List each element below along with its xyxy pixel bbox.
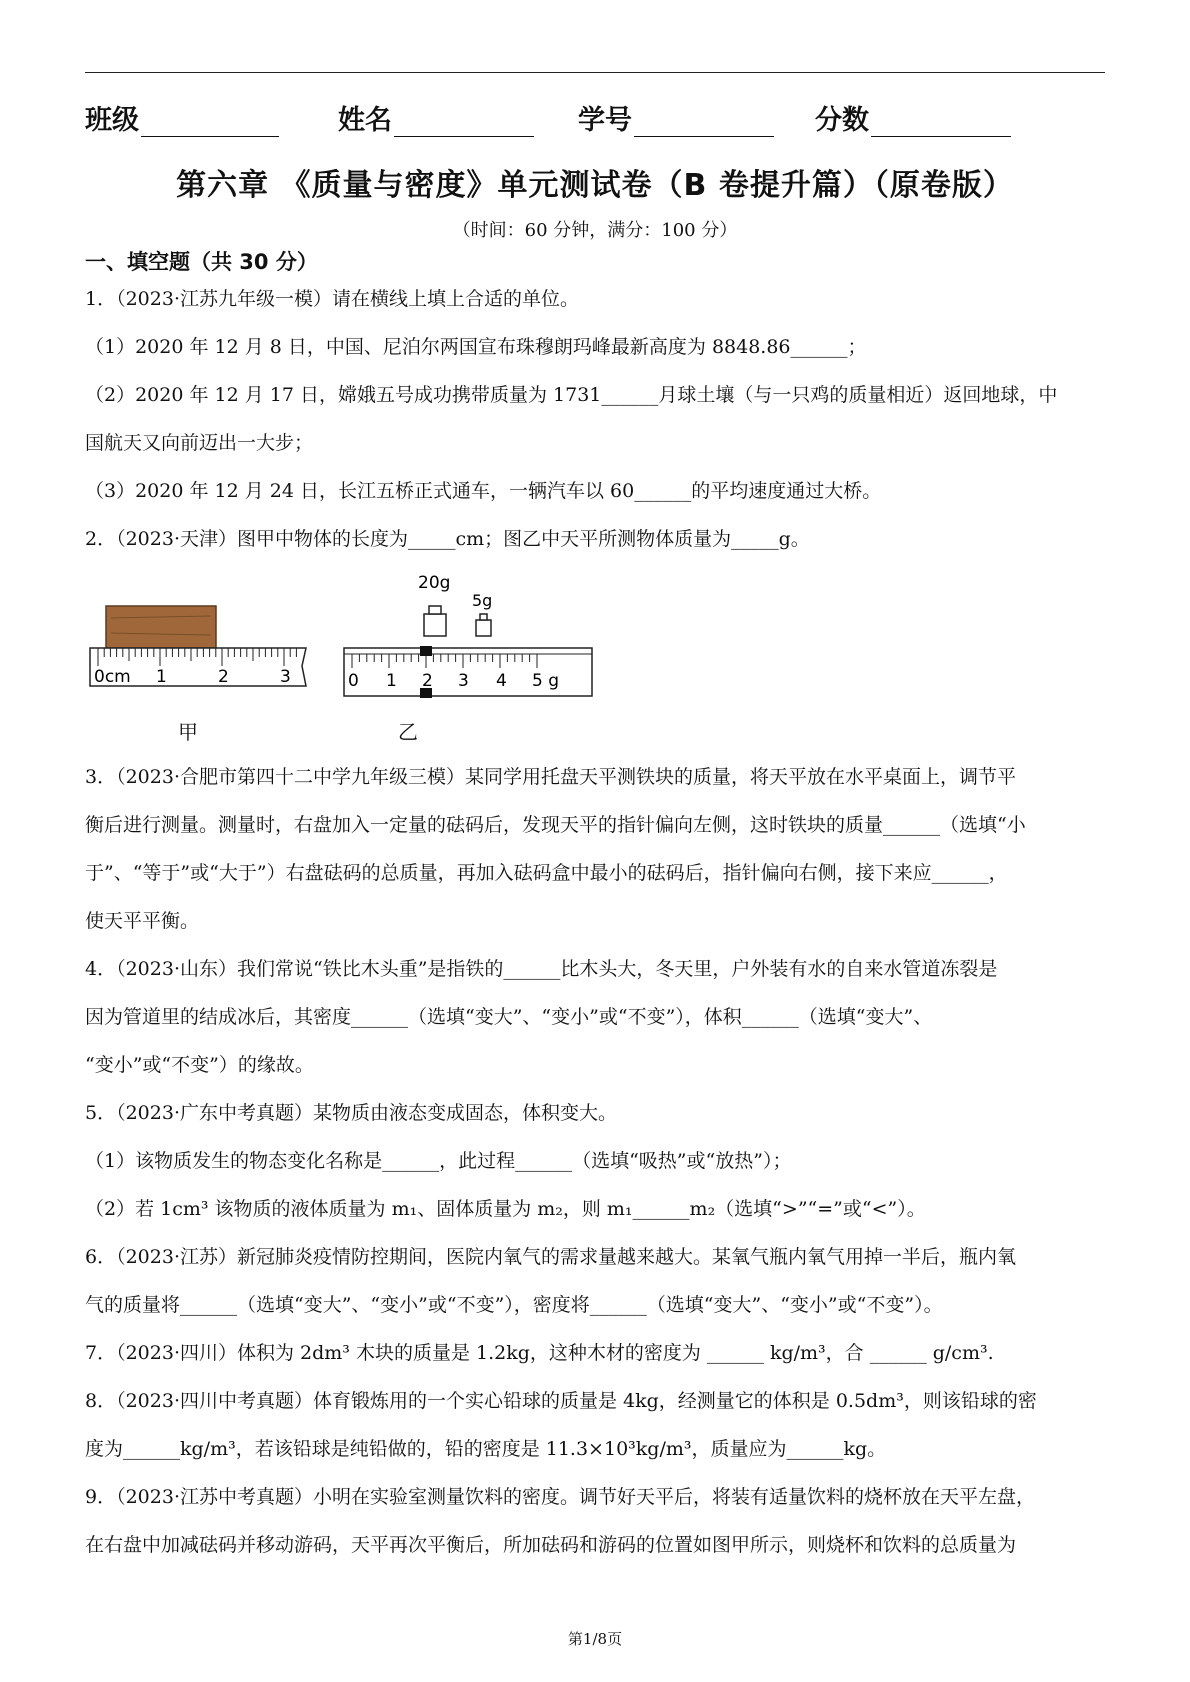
ruler-tick-label: 1	[156, 667, 167, 687]
beam-tick-label: 3	[458, 671, 469, 691]
beam-tick-label: 5 g	[532, 671, 560, 691]
header-rule	[85, 72, 1105, 73]
beam-tick-label: 1	[386, 671, 397, 691]
q3-cont-line: 衡后进行测量。测量时，右盘加入一定量的砝码后，发现天平的指针偏向左侧，这时铁块的质量______（选填“小	[85, 814, 1026, 836]
class-label: 班级	[85, 105, 139, 136]
q9-line: 9．（2023·江苏中考真题）小明在实验室测量饮料的密度。调节好天平后，将装有适量饮料的烧杯放在天平左盘，	[85, 1486, 1035, 1508]
q1-sub3-line: （3）2020 年 12 月 24 日，长江五桥正式通车，一辆汽车以 60______的平均速度通过大桥。	[85, 480, 882, 502]
q4-cont-line: 因为管道里的结成冰后，其密度______（选填“变大”、“变小”或“不变”），体积______（选填“变大”、	[85, 1006, 933, 1028]
wood-block	[106, 606, 216, 648]
q1-sub2-line: （2）2020 年 12 月 17 日，嫦娥五号成功携带质量为 1731______月球土壤（与一只鸡的质量相近）返回地球，中	[85, 384, 1058, 406]
q3-cont-line: 使天平平衡。	[85, 910, 200, 932]
q7-line: 7．（2023·四川）体积为 2dm³ 木块的质量是 1.2kg，这种木材的密度为 ______ kg/m³，合 ______ g/cm³.	[85, 1342, 994, 1364]
rider-top	[420, 646, 432, 656]
student-id-label: 学号	[578, 105, 632, 136]
weight-20g-icon	[424, 606, 446, 636]
name-label: 姓名	[338, 105, 392, 136]
q5-sub1-line: （1）该物质发生的物态变化名称是______，此过程______（选填“吸热”或“放热”）；	[85, 1150, 792, 1172]
page-number: 第1/8页	[567, 1630, 623, 1648]
ruler-tick-label: 2	[218, 667, 229, 687]
q3-line: 3．（2023·合肥市第四十二中学九年级三模）某同学用托盘天平测铁块的质量，将天平放在水平桌面上，调节平	[85, 766, 1016, 788]
section-heading: 一、填空题（共 30 分）	[85, 250, 318, 274]
q2-line: 2．（2023·天津）图甲中物体的长度为_____cm；图乙中天平所测物体质量为_____g。	[85, 528, 810, 550]
q5-sub2-line: （2）若 1cm³ 该物质的液体质量为 m₁、固体质量为 m₂，则 m₁______m₂（选填“>”“=”或“<”）。	[85, 1198, 926, 1220]
figure-jia	[86, 578, 316, 718]
page-title: 第六章 《质量与密度》单元测试卷（B 卷提升篇）（原卷版）	[176, 168, 1014, 203]
weight-5g-icon	[476, 614, 491, 636]
beam-tick-label: 2	[422, 671, 433, 691]
weight-5g-label: 5g	[472, 591, 493, 610]
class-blank[interactable]	[141, 108, 279, 137]
q8-line: 8．（2023·四川中考真题）体育锻炼用的一个实心铅球的质量是 4kg，经测量它的体积是 0.5dm³，则该铅球的密	[85, 1390, 1037, 1412]
name-field[interactable]	[338, 98, 534, 137]
q1-line: 1．（2023·江苏九年级一模）请在横线上填上合适的单位。	[85, 288, 579, 310]
q4-cont-line: “变小”或“不变”）的缘故。	[85, 1054, 314, 1076]
q1-sub2-cont-line: 国航天又向前迈出一大步；	[85, 432, 314, 454]
q1-sub1-line: （1）2020 年 12 月 8 日，中国、尼泊尔两国宣布珠穆朗玛峰最新高度为 8848.86______；	[85, 336, 867, 358]
q8-cont-line: 度为______kg/m³，若该铅球是纯铅做的，铅的密度是 11.3×10³kg/m³，质量应为______kg。	[85, 1438, 887, 1460]
q5-line: 5．（2023·广东中考真题）某物质由液态变成固态，体积变大。	[85, 1102, 617, 1124]
class-field[interactable]	[85, 98, 279, 137]
page-subtitle: （时间：60 分钟，满分：100 分）	[452, 220, 738, 241]
name-blank[interactable]	[394, 108, 534, 137]
weight-20g-label: 20g	[418, 573, 451, 593]
student-id-field[interactable]	[578, 98, 774, 137]
q3-cont-line: 于”、“等于”或“大于”）右盘砝码的总质量，再加入砝码盒中最小的砝码后，指针偏向右侧，接下来应______，	[85, 862, 1008, 884]
q6-cont-line: 气的质量将______（选填“变大”、“变小”或“不变”），密度将______（选填“变大”、“变小”或“不变”）。	[85, 1294, 943, 1316]
score-field[interactable]	[815, 98, 1011, 137]
beam-tick-label: 4	[496, 671, 507, 691]
q4-line: 4．（2023·山东）我们常说“铁比木头重”是指铁的______比木头大，冬天里，户外装有水的自来水管道冻裂是	[85, 958, 998, 980]
score-label: 分数	[815, 105, 869, 136]
ruler-tick-label: 3	[280, 667, 291, 687]
ruler-tick-label: 0cm	[94, 667, 131, 687]
beam-tick-label: 0	[348, 671, 359, 691]
figure-yi-label: 乙	[398, 720, 418, 744]
figure-jia-label: 甲	[178, 720, 198, 744]
figure-yi	[340, 570, 600, 710]
score-blank[interactable]	[871, 108, 1011, 137]
q6-line: 6．（2023·江苏）新冠肺炎疫情防控期间，医院内氧气的需求量越来越大。某氧气瓶内氧气用掉一半后，瓶内氧	[85, 1246, 1016, 1268]
q9-cont-line: 在右盘中加减砝码并移动游码，天平再次平衡后，所加砝码和游码的位置如图甲所示，则烧杯和饮料的总质量为	[85, 1534, 1017, 1556]
student-id-blank[interactable]	[634, 108, 774, 137]
